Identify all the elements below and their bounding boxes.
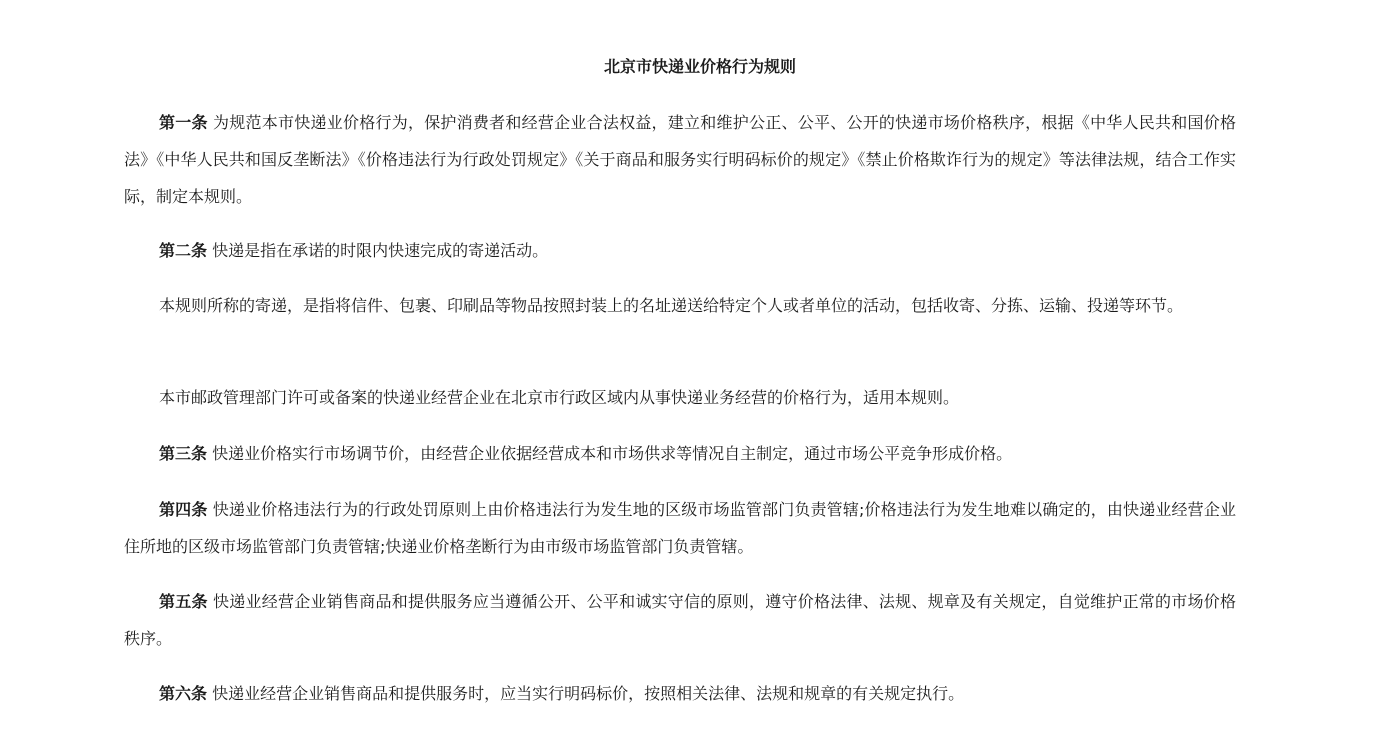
document-title: 北京市快递业价格行为规则	[603, 57, 796, 76]
paragraph-article-2-scope	[124, 379, 1236, 416]
paragraph-article-3	[124, 435, 1236, 472]
paragraph-article-4	[124, 491, 1236, 565]
article-text: 快递业价格实行市场调节价，由经营企业依据经营成本和市场供求等情况自主制定，通过市场公平竞争形成价格。	[207, 444, 1013, 463]
article-text: 快递是指在承诺的时限内快速完成的寄递活动。	[207, 241, 549, 260]
paragraph-article-6	[124, 675, 1236, 712]
article-text: 快递业经营企业销售商品和提供服务时，应当实行明码标价，按照相关法律、法规和规章的有关规定执行。	[207, 684, 965, 703]
paragraph-article-2	[124, 232, 1236, 269]
article-text: 本市邮政管理部门许可或备案的快递业经营企业在北京市行政区域内从事快递业务经营的价格行为，适用本规则。	[159, 388, 960, 407]
article-text: 本规则所称的寄递，是指将信件、包裹、印刷品等物品按照封装上的名址递送给特定个人或者单位的活动，包括收寄、分拣、运输、投递等环节。	[159, 296, 1184, 315]
paragraph-article-1	[124, 104, 1236, 215]
paragraph-article-5	[124, 583, 1236, 657]
article-number: 第一条	[159, 113, 208, 132]
article-text: 快递业经营企业销售商品和提供服务应当遵循公开、公平和诚实守信的原则，遵守价格法律、法规、规章及有关规定，自觉维护正常的市场价格秩序。	[124, 592, 1236, 648]
article-number: 第四条	[159, 500, 208, 519]
article-number: 第二条	[159, 241, 208, 260]
article-text: 快递业价格违法行为的行政处罚原则上由价格违法行为发生地的区级市场监管部门负责管辖;价格违法行为发生地难以确定的，由快递业经营企业住所地的区级市场监管部门负责管辖;快递业价格垄断行为由市级市场监管部门负责管辖。	[124, 500, 1236, 556]
paragraph-article-2-sending-definition	[124, 287, 1236, 324]
article-number: 第五条	[159, 592, 208, 611]
article-number: 第三条	[159, 444, 208, 463]
article-text: 为规范本市快递业价格行为，保护消费者和经营企业合法权益，建立和维护公正、公平、公开的快递市场价格秩序，根据《中华人民共和国价格法》《中华人民共和国反垄断法》《价格违法行为行政处罚规定》《关于商品和服务实行明码标价的规定》《禁止价格欺诈行为的规定》等法律法规，结合工作实际，制定本规则。	[124, 113, 1236, 206]
article-number: 第六条	[159, 684, 208, 703]
